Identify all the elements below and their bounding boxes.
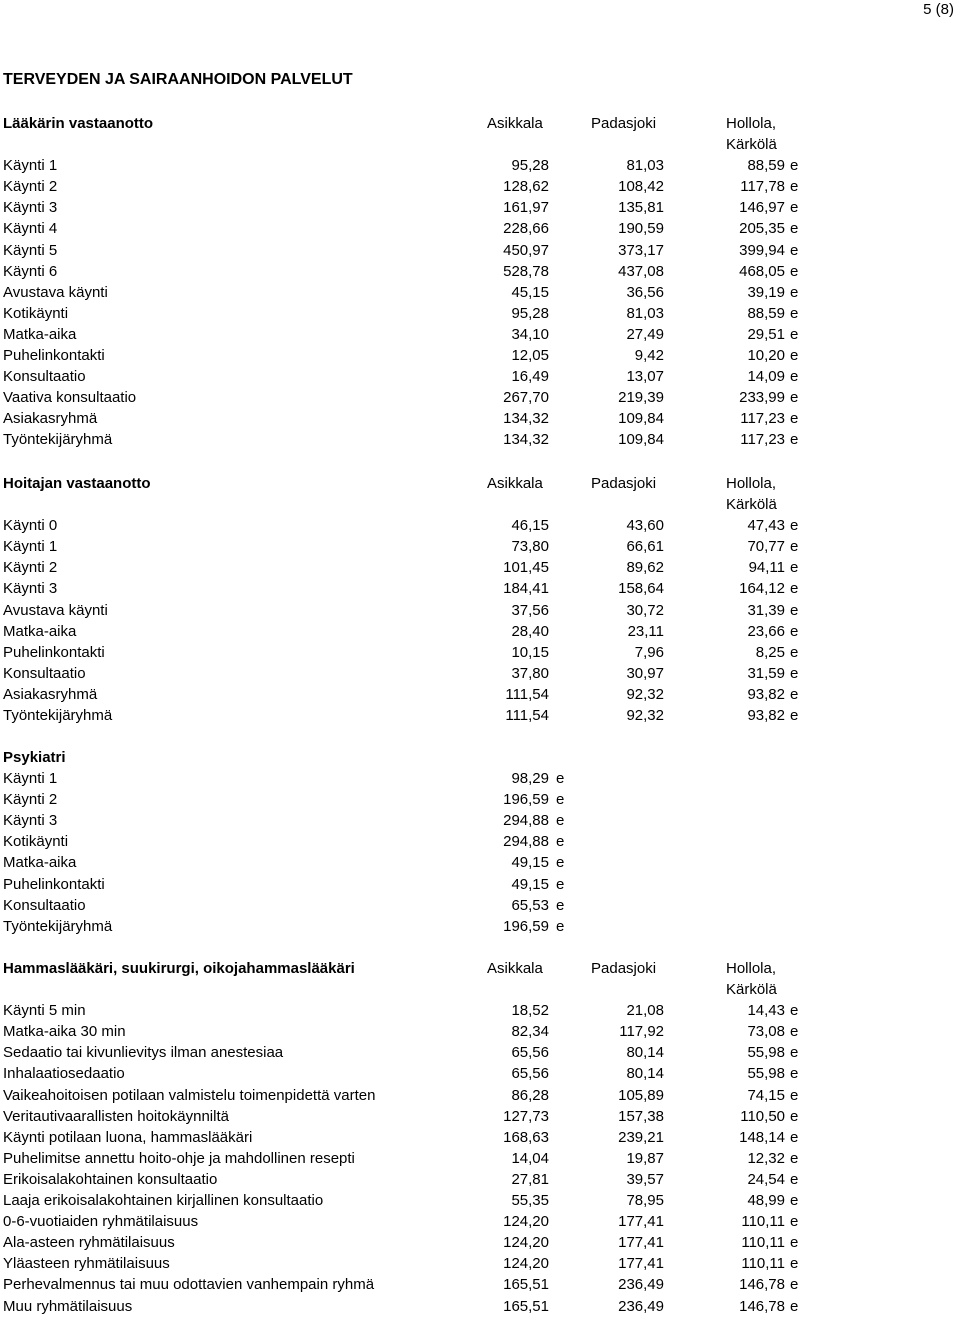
table-row xyxy=(0,831,960,852)
row-label: Käynti 2 xyxy=(3,178,58,196)
unit-label: e xyxy=(790,622,799,640)
unit-label: e xyxy=(790,1213,799,1231)
value-asikkala: 267,70 xyxy=(503,389,549,407)
unit-label: e xyxy=(556,854,565,872)
value-padasjoki: 89,62 xyxy=(626,559,664,577)
value-asikkala: 184,41 xyxy=(503,580,549,598)
value-padasjoki: 190,59 xyxy=(618,220,664,238)
unit-label: e xyxy=(790,685,799,703)
table-row xyxy=(0,155,960,176)
row-label: 0-6-vuotiaiden ryhmätilaisuus xyxy=(3,1213,199,1231)
unit-label: e xyxy=(790,707,799,725)
value-asikkala: 65,53 xyxy=(511,896,549,914)
value-hollola: 233,99 xyxy=(739,389,785,407)
table-row xyxy=(0,387,960,408)
value-hollola: 146,78 xyxy=(739,1297,785,1315)
row-label: Avustava käynti xyxy=(3,601,108,619)
value-asikkala: 95,28 xyxy=(511,157,549,175)
value-asikkala: 165,51 xyxy=(503,1297,549,1315)
unit-label: e xyxy=(790,389,799,407)
section-header-row-2 xyxy=(0,134,960,155)
unit-label: e xyxy=(790,1065,799,1083)
table-row xyxy=(0,1296,960,1317)
section-2 xyxy=(0,473,960,726)
value-asikkala: 65,56 xyxy=(511,1044,549,1062)
value-hollola: 73,08 xyxy=(747,1023,785,1041)
value-asikkala: 73,80 xyxy=(511,538,549,556)
value-asikkala: 14,04 xyxy=(511,1149,549,1167)
unit-label: e xyxy=(790,1023,799,1041)
value-asikkala: 37,56 xyxy=(511,601,549,619)
value-hollola: 48,99 xyxy=(747,1192,785,1210)
section-header-row xyxy=(0,473,960,494)
row-label: Puhelinkontakti xyxy=(3,347,105,365)
table-row xyxy=(0,408,960,429)
value-hollola: 12,32 xyxy=(747,1149,785,1167)
table-row xyxy=(0,600,960,621)
value-padasjoki: 158,64 xyxy=(618,580,664,598)
table-row xyxy=(0,345,960,366)
section-3 xyxy=(0,747,960,937)
table-row xyxy=(0,1106,960,1127)
unit-label: e xyxy=(790,664,799,682)
value-asikkala: 82,34 xyxy=(511,1023,549,1041)
section-header-row-2 xyxy=(0,494,960,515)
unit-label: e xyxy=(790,410,799,428)
row-label: Käynti 5 xyxy=(3,241,58,259)
row-label: Käynti potilaan luona, hammaslääkäri xyxy=(3,1128,253,1146)
row-label: Avustava käynti xyxy=(3,283,108,301)
value-asikkala: 101,45 xyxy=(503,559,549,577)
value-padasjoki: 117,92 xyxy=(619,1023,664,1041)
value-padasjoki: 109,84 xyxy=(618,410,664,428)
unit-label: e xyxy=(790,157,799,175)
value-asikkala: 27,81 xyxy=(511,1170,549,1188)
unit-label: e xyxy=(790,241,799,259)
row-label: Ala-asteen ryhmätilaisuus xyxy=(3,1234,175,1252)
value-hollola: 117,78 xyxy=(740,178,785,196)
value-asikkala: 111,54 xyxy=(505,685,549,703)
value-asikkala: 28,40 xyxy=(511,622,549,640)
value-asikkala: 86,28 xyxy=(511,1086,549,1104)
unit-label: e xyxy=(790,1002,799,1020)
value-hollola: 146,97 xyxy=(739,199,785,217)
section-title: Psykiatri xyxy=(3,749,66,766)
unit-label: e xyxy=(790,1044,799,1062)
section-header-row-2 xyxy=(0,979,960,1000)
unit-label: e xyxy=(556,812,565,830)
row-label: Kotikäynti xyxy=(3,304,69,322)
row-label: Kotikäynti xyxy=(3,833,69,851)
value-hollola: 399,94 xyxy=(739,241,785,259)
value-hollola: 146,78 xyxy=(739,1276,785,1294)
row-label: Työntekijäryhmä xyxy=(3,707,113,725)
value-asikkala: 294,88 xyxy=(503,833,549,851)
row-label: Käynti 2 xyxy=(3,791,58,809)
value-padasjoki: 177,41 xyxy=(618,1234,664,1252)
unit-label: e xyxy=(790,1128,799,1146)
section-1 xyxy=(0,113,960,451)
value-asikkala: 196,59 xyxy=(503,791,549,809)
value-padasjoki: 81,03 xyxy=(626,304,664,322)
row-label: Muu ryhmätilaisuus xyxy=(3,1297,133,1315)
value-hollola: 468,05 xyxy=(739,262,785,280)
table-row xyxy=(0,218,960,239)
unit-label: e xyxy=(790,368,799,386)
unit-label: e xyxy=(556,791,565,809)
value-asikkala: 161,97 xyxy=(503,199,549,217)
section-title: Lääkärin vastaanotto xyxy=(3,115,154,132)
value-padasjoki: 177,41 xyxy=(618,1213,664,1231)
value-asikkala: 49,15 xyxy=(511,875,549,893)
value-asikkala: 134,32 xyxy=(503,431,549,449)
value-padasjoki: 157,38 xyxy=(618,1107,664,1125)
value-hollola: 117,23 xyxy=(740,410,785,428)
table-row xyxy=(0,429,960,450)
table-row xyxy=(0,1021,960,1042)
value-hollola: 31,39 xyxy=(747,601,785,619)
value-padasjoki: 108,42 xyxy=(618,178,664,196)
value-hollola: 8,25 xyxy=(755,643,785,661)
unit-label: e xyxy=(790,1255,799,1273)
unit-label: e xyxy=(790,1149,799,1167)
row-label: Asiakasryhmä xyxy=(3,685,98,703)
value-hollola: 14,09 xyxy=(747,368,785,386)
value-padasjoki: 39,57 xyxy=(626,1170,664,1188)
value-hollola: 117,23 xyxy=(740,431,785,449)
unit-label: e xyxy=(556,917,565,935)
page-title: TERVEYDEN JA SAIRAANHOIDON PALVELUT xyxy=(3,71,353,88)
value-hollola: 23,66 xyxy=(747,622,785,640)
section-4 xyxy=(0,958,960,1317)
column-header-asikkala: Asikkala xyxy=(487,475,543,492)
table-row xyxy=(0,1253,960,1274)
value-padasjoki: 23,11 xyxy=(627,622,664,640)
value-hollola: 148,14 xyxy=(739,1128,785,1146)
value-asikkala: 124,20 xyxy=(503,1234,549,1252)
table-row xyxy=(0,705,960,726)
table-row xyxy=(0,684,960,705)
row-label: Käynti 4 xyxy=(3,220,58,238)
value-asikkala: 10,15 xyxy=(511,643,549,661)
table-row xyxy=(0,810,960,831)
value-hollola: 31,59 xyxy=(747,664,785,682)
value-padasjoki: 109,84 xyxy=(618,431,664,449)
value-asikkala: 528,78 xyxy=(503,262,549,280)
value-padasjoki: 80,14 xyxy=(626,1065,664,1083)
table-row xyxy=(0,557,960,578)
table-row xyxy=(0,303,960,324)
table-row xyxy=(0,536,960,557)
row-label: Puhelinkontakti xyxy=(3,643,105,661)
row-label: Käynti 3 xyxy=(3,812,58,830)
value-padasjoki: 236,49 xyxy=(618,1276,664,1294)
row-label: Käynti 1 xyxy=(3,538,58,556)
value-hollola: 70,77 xyxy=(747,538,785,556)
unit-label: e xyxy=(790,1297,799,1315)
row-label: Vaikeahoitoisen potilaan valmistelu toimenpidettä varten xyxy=(3,1086,376,1104)
value-asikkala: 34,10 xyxy=(511,325,549,343)
row-label: Käynti 3 xyxy=(3,199,58,217)
value-hollola: 55,98 xyxy=(747,1044,785,1062)
row-label: Käynti 6 xyxy=(3,262,58,280)
table-row xyxy=(0,1190,960,1211)
unit-label: e xyxy=(790,325,799,343)
row-label: Konsultaatio xyxy=(3,896,86,914)
value-hollola: 29,51 xyxy=(747,325,785,343)
row-label: Vaativa konsultaatio xyxy=(3,389,137,407)
value-padasjoki: 239,21 xyxy=(618,1128,664,1146)
column-header-hollola: Hollola, xyxy=(726,475,777,492)
value-padasjoki: 177,41 xyxy=(618,1255,664,1273)
unit-label: e xyxy=(790,199,799,217)
value-hollola: 94,11 xyxy=(748,559,785,577)
row-label: Käynti 5 min xyxy=(3,1002,86,1020)
value-asikkala: 124,20 xyxy=(503,1255,549,1273)
value-padasjoki: 373,17 xyxy=(618,241,664,259)
value-asikkala: 294,88 xyxy=(503,812,549,830)
table-row xyxy=(0,1148,960,1169)
table-row xyxy=(0,1211,960,1232)
unit-label: e xyxy=(556,896,565,914)
value-hollola: 110,11 xyxy=(741,1213,785,1231)
row-label: Työntekijäryhmä xyxy=(3,431,113,449)
value-padasjoki: 30,97 xyxy=(626,664,664,682)
value-padasjoki: 66,61 xyxy=(626,538,664,556)
unit-label: e xyxy=(790,220,799,238)
section-header-row xyxy=(0,113,960,134)
table-row xyxy=(0,916,960,937)
value-hollola: 14,43 xyxy=(747,1002,785,1020)
unit-label: e xyxy=(790,1107,799,1125)
table-row xyxy=(0,1085,960,1106)
value-hollola: 110,11 xyxy=(741,1234,785,1252)
value-asikkala: 18,52 xyxy=(511,1002,549,1020)
table-row xyxy=(0,1274,960,1295)
row-label: Käynti 0 xyxy=(3,517,58,535)
value-padasjoki: 30,72 xyxy=(626,601,664,619)
row-label: Konsultaatio xyxy=(3,368,86,386)
value-asikkala: 55,35 xyxy=(511,1192,549,1210)
row-label: Laaja erikoisalakohtainen kirjallinen konsultaatio xyxy=(3,1192,324,1210)
value-asikkala: 37,80 xyxy=(511,664,549,682)
value-padasjoki: 105,89 xyxy=(618,1086,664,1104)
table-row xyxy=(0,642,960,663)
row-label: Yläasteen ryhmätilaisuus xyxy=(3,1255,170,1273)
value-asikkala: 196,59 xyxy=(503,917,549,935)
value-padasjoki: 21,08 xyxy=(626,1002,664,1020)
table-row xyxy=(0,768,960,789)
unit-label: e xyxy=(790,601,799,619)
table-row xyxy=(0,1169,960,1190)
value-padasjoki: 9,42 xyxy=(634,347,664,365)
row-label: Matka-aika 30 min xyxy=(3,1023,126,1041)
table-row xyxy=(0,1042,960,1063)
unit-label: e xyxy=(790,643,799,661)
unit-label: e xyxy=(790,283,799,301)
table-row xyxy=(0,240,960,261)
unit-label: e xyxy=(790,1192,799,1210)
value-asikkala: 124,20 xyxy=(503,1213,549,1231)
row-label: Työntekijäryhmä xyxy=(3,917,113,935)
table-row xyxy=(0,282,960,303)
table-row xyxy=(0,261,960,282)
value-hollola: 164,12 xyxy=(739,580,785,598)
value-asikkala: 127,73 xyxy=(503,1107,549,1125)
unit-label: e xyxy=(790,1170,799,1188)
table-row xyxy=(0,1000,960,1021)
section-header-row xyxy=(0,747,960,768)
section-title: Hammaslääkäri, suukirurgi, oikojahammaslääkäri xyxy=(3,960,355,977)
value-asikkala: 128,62 xyxy=(503,178,549,196)
value-hollola: 110,50 xyxy=(740,1107,785,1125)
row-label: Konsultaatio xyxy=(3,664,86,682)
table-row xyxy=(0,324,960,345)
value-padasjoki: 437,08 xyxy=(618,262,664,280)
row-label: Inhalaatiosedaatio xyxy=(3,1065,125,1083)
value-asikkala: 46,15 xyxy=(511,517,549,535)
value-asikkala: 111,54 xyxy=(505,707,549,725)
unit-label: e xyxy=(790,262,799,280)
value-hollola: 10,20 xyxy=(747,347,785,365)
page-number: 5 (8) xyxy=(923,1,954,18)
table-row xyxy=(0,366,960,387)
unit-label: e xyxy=(556,875,565,893)
table-row xyxy=(0,197,960,218)
unit-label: e xyxy=(790,1234,799,1252)
column-header-padasjoki: Padasjoki xyxy=(591,475,657,492)
row-label: Asiakasryhmä xyxy=(3,410,98,428)
table-row xyxy=(0,852,960,873)
unit-label: e xyxy=(790,347,799,365)
table-row xyxy=(0,176,960,197)
value-asikkala: 16,49 xyxy=(511,368,549,386)
value-hollola: 74,15 xyxy=(747,1086,785,1104)
value-hollola: 205,35 xyxy=(739,220,785,238)
unit-label: e xyxy=(790,178,799,196)
value-padasjoki: 236,49 xyxy=(618,1297,664,1315)
row-label: Käynti 1 xyxy=(3,770,58,788)
value-padasjoki: 81,03 xyxy=(626,157,664,175)
value-asikkala: 450,97 xyxy=(503,241,549,259)
section-title: Hoitajan vastaanotto xyxy=(3,475,151,492)
row-label: Matka-aika xyxy=(3,325,77,343)
table-row xyxy=(0,895,960,916)
table-row xyxy=(0,663,960,684)
unit-label: e xyxy=(556,770,565,788)
unit-label: e xyxy=(556,833,565,851)
unit-label: e xyxy=(790,304,799,322)
table-row xyxy=(0,621,960,642)
row-label: Käynti 2 xyxy=(3,559,58,577)
column-header-hollola: Hollola, xyxy=(726,115,777,132)
unit-label: e xyxy=(790,1086,799,1104)
row-label: Käynti 1 xyxy=(3,157,58,175)
value-asikkala: 165,51 xyxy=(503,1276,549,1294)
value-padasjoki: 7,96 xyxy=(634,643,664,661)
value-asikkala: 12,05 xyxy=(511,347,549,365)
row-label: Matka-aika xyxy=(3,854,77,872)
value-asikkala: 95,28 xyxy=(511,304,549,322)
value-hollola: 24,54 xyxy=(747,1170,785,1188)
row-label: Erikoisalakohtainen konsultaatio xyxy=(3,1170,218,1188)
column-header-padasjoki: Padasjoki xyxy=(591,960,657,977)
value-hollola: 55,98 xyxy=(747,1065,785,1083)
row-label: Matka-aika xyxy=(3,622,77,640)
value-hollola: 39,19 xyxy=(747,283,785,301)
column-header-hollola: Hollola, xyxy=(726,960,777,977)
unit-label: e xyxy=(790,431,799,449)
value-hollola: 93,82 xyxy=(747,685,785,703)
row-label: Perhevalmennus tai muu odottavien vanhempain ryhmä xyxy=(3,1276,375,1294)
table-row xyxy=(0,1127,960,1148)
row-label: Sedaatio tai kivunlievitys ilman anestesiaa xyxy=(3,1044,284,1062)
column-header-karkola: Kärkölä xyxy=(726,981,777,999)
table-row xyxy=(0,789,960,810)
column-header-padasjoki: Padasjoki xyxy=(591,115,657,132)
value-asikkala: 49,15 xyxy=(511,854,549,872)
column-header-karkola: Kärkölä xyxy=(726,136,777,154)
value-hollola: 47,43 xyxy=(747,517,785,535)
value-padasjoki: 80,14 xyxy=(626,1044,664,1062)
value-padasjoki: 43,60 xyxy=(626,517,664,535)
value-padasjoki: 36,56 xyxy=(626,283,664,301)
unit-label: e xyxy=(790,580,799,598)
column-header-asikkala: Asikkala xyxy=(487,960,543,977)
value-padasjoki: 92,32 xyxy=(626,685,664,703)
table-row xyxy=(0,874,960,895)
value-padasjoki: 78,95 xyxy=(626,1192,664,1210)
table-row xyxy=(0,515,960,536)
value-asikkala: 134,32 xyxy=(503,410,549,428)
value-hollola: 88,59 xyxy=(747,304,785,322)
unit-label: e xyxy=(790,538,799,556)
value-asikkala: 228,66 xyxy=(503,220,549,238)
value-padasjoki: 92,32 xyxy=(626,707,664,725)
unit-label: e xyxy=(790,1276,799,1294)
value-asikkala: 65,56 xyxy=(511,1065,549,1083)
table-row xyxy=(0,1063,960,1084)
value-hollola: 93,82 xyxy=(747,707,785,725)
table-row xyxy=(0,578,960,599)
unit-label: e xyxy=(790,517,799,535)
row-label: Puhelinkontakti xyxy=(3,875,105,893)
table-row xyxy=(0,1232,960,1253)
value-padasjoki: 135,81 xyxy=(618,199,664,217)
section-header-row xyxy=(0,958,960,979)
value-padasjoki: 27,49 xyxy=(626,325,664,343)
row-label: Käynti 3 xyxy=(3,580,58,598)
unit-label: e xyxy=(790,559,799,577)
value-hollola: 110,11 xyxy=(741,1255,785,1273)
value-padasjoki: 19,87 xyxy=(626,1149,664,1167)
value-padasjoki: 219,39 xyxy=(618,389,664,407)
row-label: Veritautivaarallisten hoitokäynniltä xyxy=(3,1107,229,1125)
row-label: Puhelimitse annettu hoito-ohje ja mahdollinen resepti xyxy=(3,1149,355,1167)
value-hollola: 88,59 xyxy=(747,157,785,175)
value-padasjoki: 13,07 xyxy=(626,368,664,386)
value-asikkala: 98,29 xyxy=(511,770,549,788)
value-asikkala: 45,15 xyxy=(511,283,549,301)
value-asikkala: 168,63 xyxy=(503,1128,549,1146)
column-header-karkola: Kärkölä xyxy=(726,496,777,514)
column-header-asikkala: Asikkala xyxy=(487,115,543,132)
